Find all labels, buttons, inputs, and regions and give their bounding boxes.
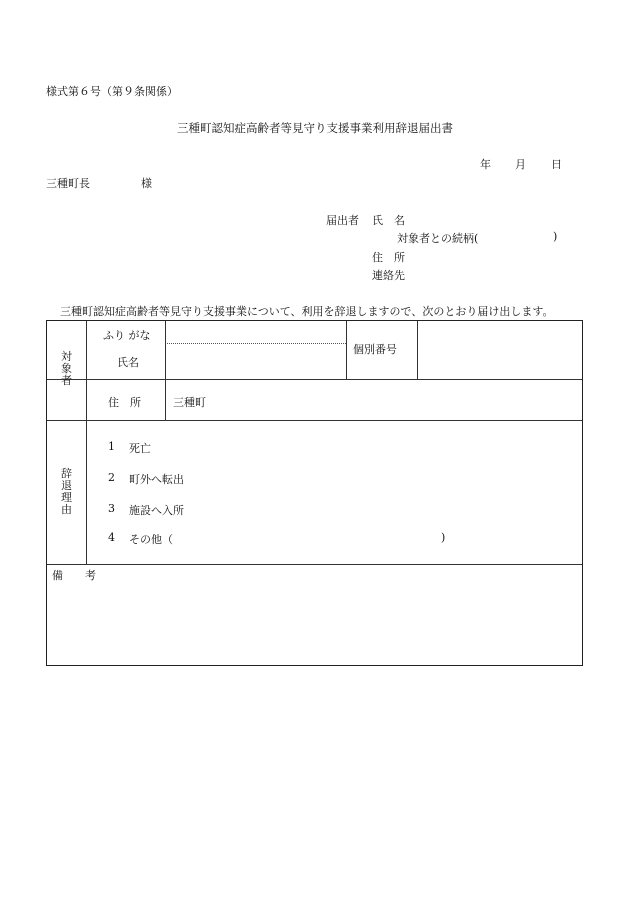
remarks-label: 備 考 — [52, 569, 96, 582]
reason-item-4-text: その他（ — [129, 533, 173, 546]
divider-reason-remarks — [47, 564, 582, 565]
reason-item-2-number: 2 — [108, 471, 115, 484]
divider-subject-address — [47, 379, 582, 380]
furigana-separator — [165, 343, 346, 344]
withdrawal-form-table — [46, 320, 583, 666]
reason-header: 辞 退 理 由 — [61, 467, 72, 516]
subject-address-label: 住 所 — [108, 396, 141, 409]
id-label-left-divider — [346, 321, 347, 379]
applicant-relation-close: ) — [553, 230, 558, 243]
intro-text: 三種町認知症高齢者等見守り支援事業について、利用を辞退しますので、次のとおり届け出します。 — [60, 305, 554, 318]
date-year-label: 年 — [480, 158, 491, 171]
addressee-honorific: 様 — [141, 177, 152, 190]
reason-other-close: ) — [441, 531, 446, 544]
addressee: 三種町長 — [46, 177, 90, 190]
subject-header: 対 象 者 — [61, 350, 72, 387]
reason-item-1-text: 死亡 — [129, 442, 151, 455]
header-column-divider — [86, 321, 87, 564]
date-month-label: 月 — [515, 158, 526, 171]
reason-item-4-number: 4 — [108, 531, 115, 544]
reason-item-1-number: 1 — [108, 440, 115, 453]
applicant-name-label: 氏 名 — [372, 214, 405, 227]
applicant-address-label: 住 所 — [372, 251, 405, 264]
applicant-relation-label: 対象者との続柄( — [397, 232, 479, 245]
subject-name-field[interactable] — [167, 345, 345, 378]
reason-item-2-text: 町外へ転出 — [129, 473, 184, 486]
id-number-field[interactable] — [419, 322, 581, 378]
reason-item-3-number: 3 — [108, 502, 115, 515]
date-day-label: 日 — [551, 158, 562, 171]
subject-name-label: 氏名 — [117, 356, 139, 369]
furigana-input-field[interactable] — [167, 322, 345, 342]
divider-subject-reason — [47, 420, 582, 421]
reason-item-3-text: 施設へ入所 — [129, 504, 184, 517]
form-title: 三種町認知症高齢者等見守り支援事業利用辞退届出書 — [177, 121, 453, 135]
label-column-divider — [165, 321, 166, 420]
applicant-contact-label: 連絡先 — [372, 269, 405, 282]
remarks-field[interactable] — [49, 583, 579, 663]
id-number-label: 個別番号 — [353, 343, 397, 356]
furigana-label: ふり がな — [103, 329, 151, 342]
applicant-label: 届出者 — [326, 214, 359, 227]
id-label-right-divider — [417, 321, 418, 379]
form-number-label: 様式第６号（第９条関係） — [46, 85, 178, 98]
subject-address-value: 三種町 — [173, 396, 206, 409]
